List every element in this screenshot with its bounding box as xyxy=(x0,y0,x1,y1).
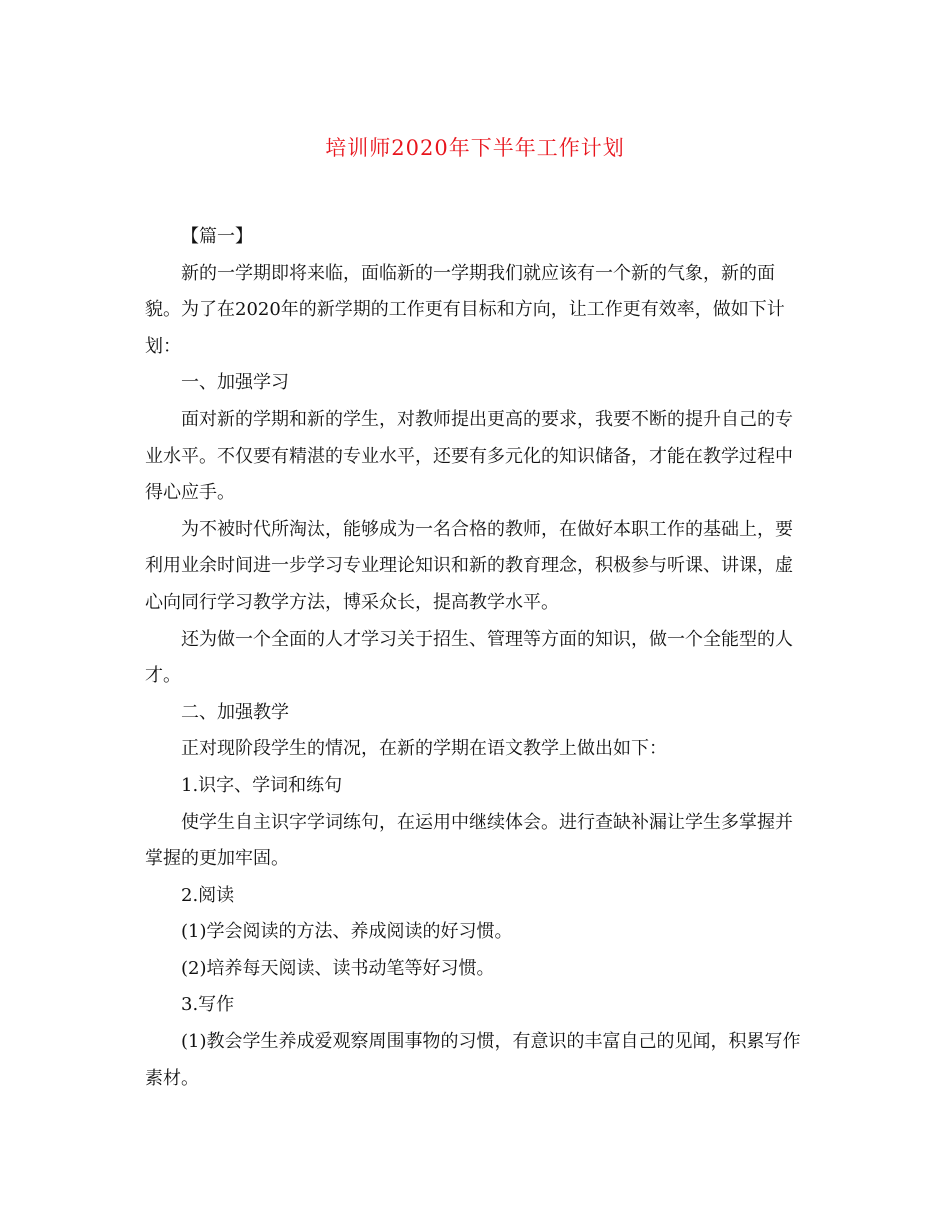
subsection-heading: 1.识字、学词和练句 xyxy=(181,774,343,796)
subsection-heading: 3.写作 xyxy=(181,994,235,1016)
section-marker: 【篇一】 xyxy=(181,226,253,247)
paragraph: 还为做一个全面的人才学习关于招生、管理等方面的知识，做一个全能型的人才。 xyxy=(145,628,793,687)
paragraph: 使学生自主识字学词练句，在运用中继续体会。进行查缺补漏让学生多掌握并掌握的更加牢固。 xyxy=(145,811,793,870)
list-item: (1)教会学生养成爱观察周围事物的习惯，有意识的丰富自己的见闻，积累写作素材。 xyxy=(145,1031,801,1089)
paragraph: 为不被时代所淘汰，能够成为一名合格的教师，在做好本职工作的基础上，要利用业余时间进一步学习专业理论知识和新的教育理念，积极参与听课、讲课，虚心向同行学习教学方法，博采众长，提高教学水平。 xyxy=(145,518,793,613)
document-title: 培训师2020年下半年工作计划 xyxy=(325,136,625,160)
paragraph: 新的一学期即将来临，面临新的一学期我们就应该有一个新的气象，新的面貌。为了在2020年的新学期的工作更有目标和方向，让工作更有效率，做如下计划： xyxy=(145,262,785,357)
section-heading: 二、加强教学 xyxy=(181,701,289,723)
subsection-heading: 2.阅读 xyxy=(181,884,235,906)
paragraph: 正对现阶段学生的情况，在新的学期在语文教学上做出如下： xyxy=(181,738,667,760)
list-item: (1)学会阅读的方法、养成阅读的好习惯。 xyxy=(181,921,513,943)
list-item: (2)培养每天阅读、读书动笔等好习惯。 xyxy=(181,957,495,979)
paragraph: 面对新的学期和新的学生，对教师提出更高的要求，我要不断的提升自己的专业水平。不仅要有精湛的专业水平，还要有多元化的知识储备，才能在教学过程中得心应手。 xyxy=(145,408,793,504)
section-heading: 一、加强学习 xyxy=(181,372,289,394)
document-body xyxy=(145,219,810,1097)
